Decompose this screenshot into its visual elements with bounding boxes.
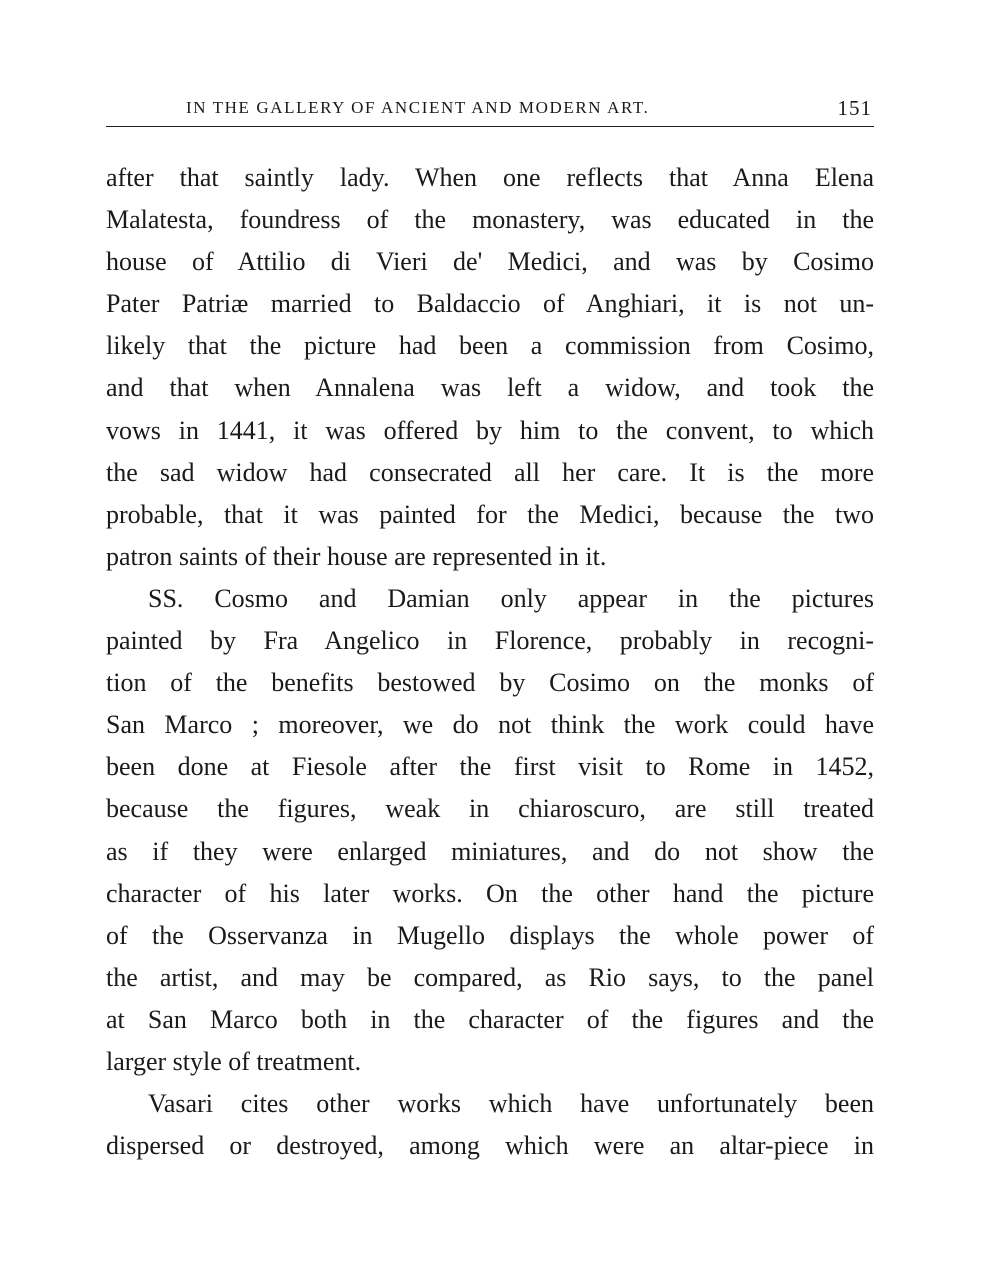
text-line: San Marco ; moreover, we do not think the work could have (106, 710, 874, 740)
text-line: probable, that it was painted for the Medici, because the two (106, 499, 874, 529)
text-line: tion of the benefits bestowed by Cosimo on the monks of (106, 668, 874, 698)
running-title: IN THE GALLERY OF ANCIENT AND MODERN ART. (186, 98, 650, 117)
text-line: Vasari cites other works which have unfortunately been (148, 1089, 874, 1119)
book-page (106, 92, 874, 1167)
text-line: SS. Cosmo and Damian only appear in the pictures (148, 583, 874, 613)
text-line: dispersed or destroyed, among which were an altar-piece in (106, 1131, 874, 1161)
body-text (106, 157, 874, 1167)
page-number: 151 (837, 96, 872, 120)
text-line: character of his later works. On the other hand the picture (106, 878, 874, 908)
text-line: likely that the picture had been a commission from Cosimo, (106, 331, 874, 361)
text-line: after that saintly lady. When one reflects that Anna Elena (106, 163, 874, 192)
text-line: been done at Fiesole after the first visit to Rome in 1452, (106, 752, 874, 782)
paragraph-3 (106, 1083, 874, 1167)
text-line: the artist, and may be compared, as Rio says, to the panel (106, 962, 874, 992)
text-line: and that when Annalena was left a widow, and took the (106, 373, 874, 403)
text-line: of the Osservanza in Mugello displays the whole power of (106, 920, 874, 950)
text-line: Malatesta, foundress of the monastery, was educated in the (106, 205, 874, 235)
text-line: patron saints of their house are represented in it. (106, 541, 607, 571)
text-line: as if they were enlarged miniatures, and do not show the (106, 836, 874, 866)
paragraph-1 (106, 157, 874, 578)
text-line: the sad widow had consecrated all her care. It is the more (106, 457, 874, 487)
text-line: vows in 1441, it was offered by him to the convent, to which (106, 415, 874, 445)
running-head (106, 92, 874, 127)
paragraph-2 (106, 578, 874, 1083)
text-line: larger style of treatment. (106, 1046, 362, 1076)
text-line: Pater Patriæ married to Baldaccio of Anghiari, it is not un- (106, 289, 874, 319)
text-line: painted by Fra Angelico in Florence, probably in recogni- (106, 626, 874, 656)
text-line: house of Attilio di Vieri de' Medici, and was by Cosimo (106, 247, 874, 277)
text-line: at San Marco both in the character of the figures and the (106, 1004, 874, 1034)
text-line: because the figures, weak in chiaroscuro, are still treated (106, 794, 874, 824)
